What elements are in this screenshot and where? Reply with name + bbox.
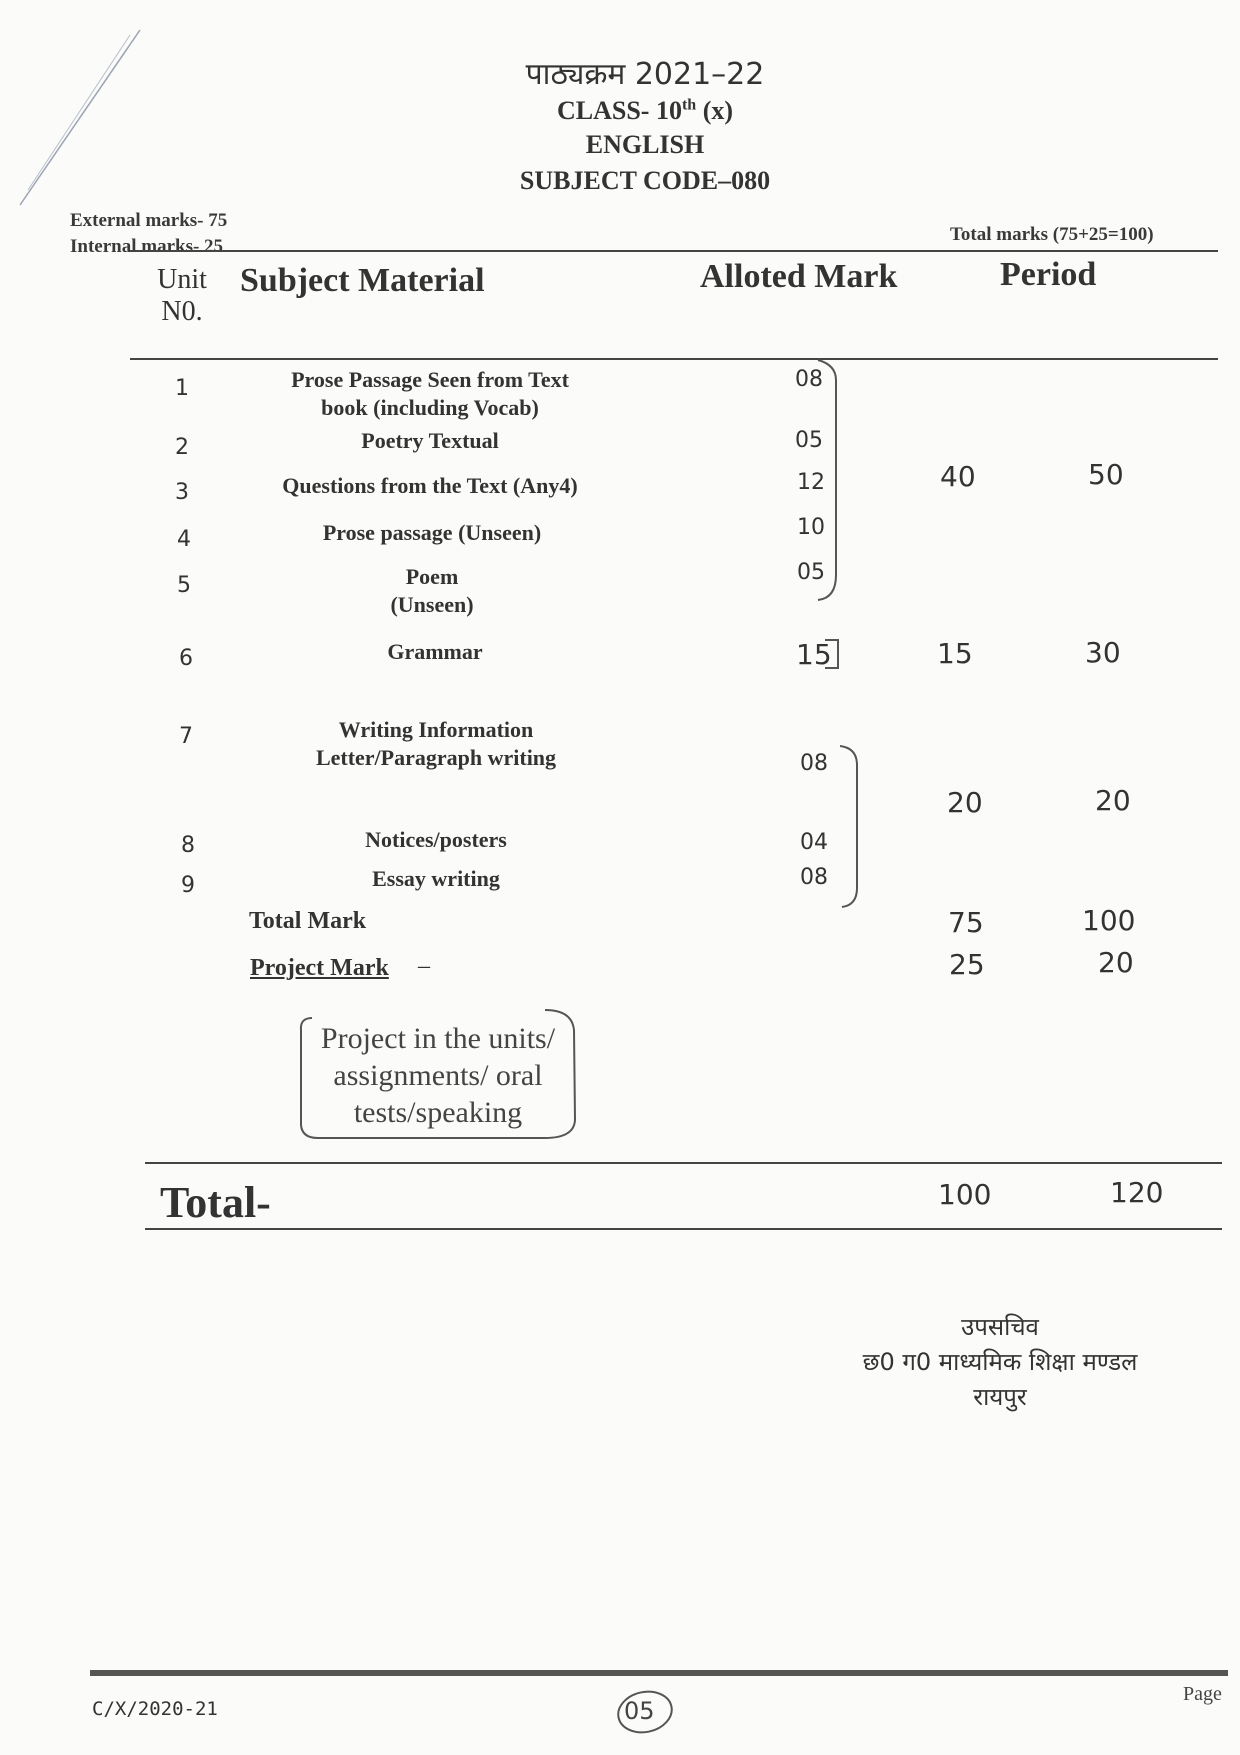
material-line: Prose Passage Seen from Text: [291, 367, 569, 392]
unit-number: 4: [177, 527, 191, 552]
grammar-bracket: [825, 640, 838, 668]
material-line: Letter/Paragraph writing: [315, 745, 557, 770]
unit-number: 6: [179, 646, 193, 671]
alloted-mark: 10: [797, 515, 825, 540]
project-period-value: 20: [1098, 946, 1134, 979]
syllabus-title-hindi: पाठ्यक्रम 2021–22: [525, 57, 765, 92]
project-mark-dash: –: [418, 953, 430, 979]
subject-material: Questions from the Text (Any4): [282, 473, 578, 498]
signature-designation: उपसचिव: [961, 1313, 1039, 1341]
subject-code-heading: SUBJECT CODE–080: [519, 166, 771, 195]
project-mark-label: Project Mark: [250, 955, 389, 981]
material-line: Poem: [405, 564, 459, 589]
alloted-mark: 08: [800, 751, 828, 776]
signature-city: रायपुर: [973, 1383, 1027, 1411]
project-note-line: Project in the units/: [320, 1022, 556, 1055]
subject-heading: ENGLISH: [585, 130, 705, 159]
total-mark-value: 75: [948, 906, 984, 939]
signature-board: छ0 ग0 माध्यमिक शिक्षा मण्डल: [862, 1348, 1138, 1376]
alloted-mark: 08: [800, 865, 828, 890]
external-marks: External marks- 75: [70, 210, 228, 231]
material-line: (Unseen): [390, 592, 474, 617]
internal-marks: Internal marks- 25: [70, 236, 224, 257]
unit-number: 5: [177, 573, 191, 598]
subject-material: Prose passage (Unseen): [322, 520, 542, 545]
footer-page-label: Page: [1183, 1683, 1222, 1705]
unit-number: 1: [175, 376, 189, 401]
material-column-header: Subject Material: [240, 262, 485, 299]
subject-material: Essay writing: [372, 866, 500, 891]
total-mark-label: Total Mark: [249, 908, 367, 934]
alloted-mark: 08: [795, 367, 823, 392]
unit-header-line2: N0.: [161, 296, 203, 327]
grand-total-marks: 100: [938, 1178, 992, 1211]
total-period-value: 100: [1082, 904, 1136, 937]
unit-header-line1: Unit: [157, 264, 207, 295]
scan-mark: [28, 35, 130, 190]
group-bracket-1: [818, 360, 836, 600]
group-total-mark: 15: [937, 637, 973, 670]
subject-material: Notices/posters: [365, 827, 507, 852]
project-mark-value: 25: [949, 948, 985, 981]
material-line: Writing Information: [338, 717, 534, 742]
alloted-mark: 05: [795, 428, 823, 453]
material-line: book (including Vocab): [321, 395, 539, 420]
footer-page-number: 05: [624, 1697, 655, 1725]
group-total-mark: 20: [947, 786, 983, 819]
grand-total-label: Total-: [160, 1178, 271, 1227]
unit-number: 7: [179, 724, 193, 749]
footer-code: C/X/2020-21: [92, 1698, 218, 1720]
alloted-mark: 04: [800, 830, 828, 855]
alloted-mark: 05: [797, 560, 825, 585]
scan-mark: [20, 30, 140, 205]
group-period: 50: [1088, 458, 1124, 491]
total-marks-info: Total marks (75+25=100): [950, 224, 1154, 245]
group-total-mark: 40: [940, 460, 976, 493]
alloted-column-header: Alloted Mark: [700, 258, 898, 295]
project-note-line: tests/speaking: [353, 1096, 523, 1129]
grand-total-period: 120: [1110, 1176, 1164, 1209]
alloted-mark: 12: [797, 470, 825, 495]
subject-material: Grammar: [387, 639, 483, 664]
subject-material: Poetry Textual: [361, 428, 499, 453]
class-superscript: th: [681, 96, 697, 114]
class-suffix: (x): [696, 96, 734, 125]
unit-number: 2: [175, 435, 189, 460]
group-period: 30: [1085, 636, 1121, 669]
project-note-box: [301, 1010, 575, 1138]
alloted-mark: 15: [796, 638, 832, 671]
period-column-header: Period: [1000, 256, 1097, 293]
group-bracket-3: [840, 746, 857, 907]
unit-number: 3: [175, 480, 189, 505]
unit-number: 9: [181, 873, 195, 898]
class-prefix: CLASS- 10: [556, 96, 682, 125]
group-period: 20: [1095, 784, 1131, 817]
project-note-line: assignments/ oral: [333, 1059, 543, 1092]
unit-number: 8: [181, 833, 195, 858]
page-number-circle: [614, 1687, 675, 1737]
